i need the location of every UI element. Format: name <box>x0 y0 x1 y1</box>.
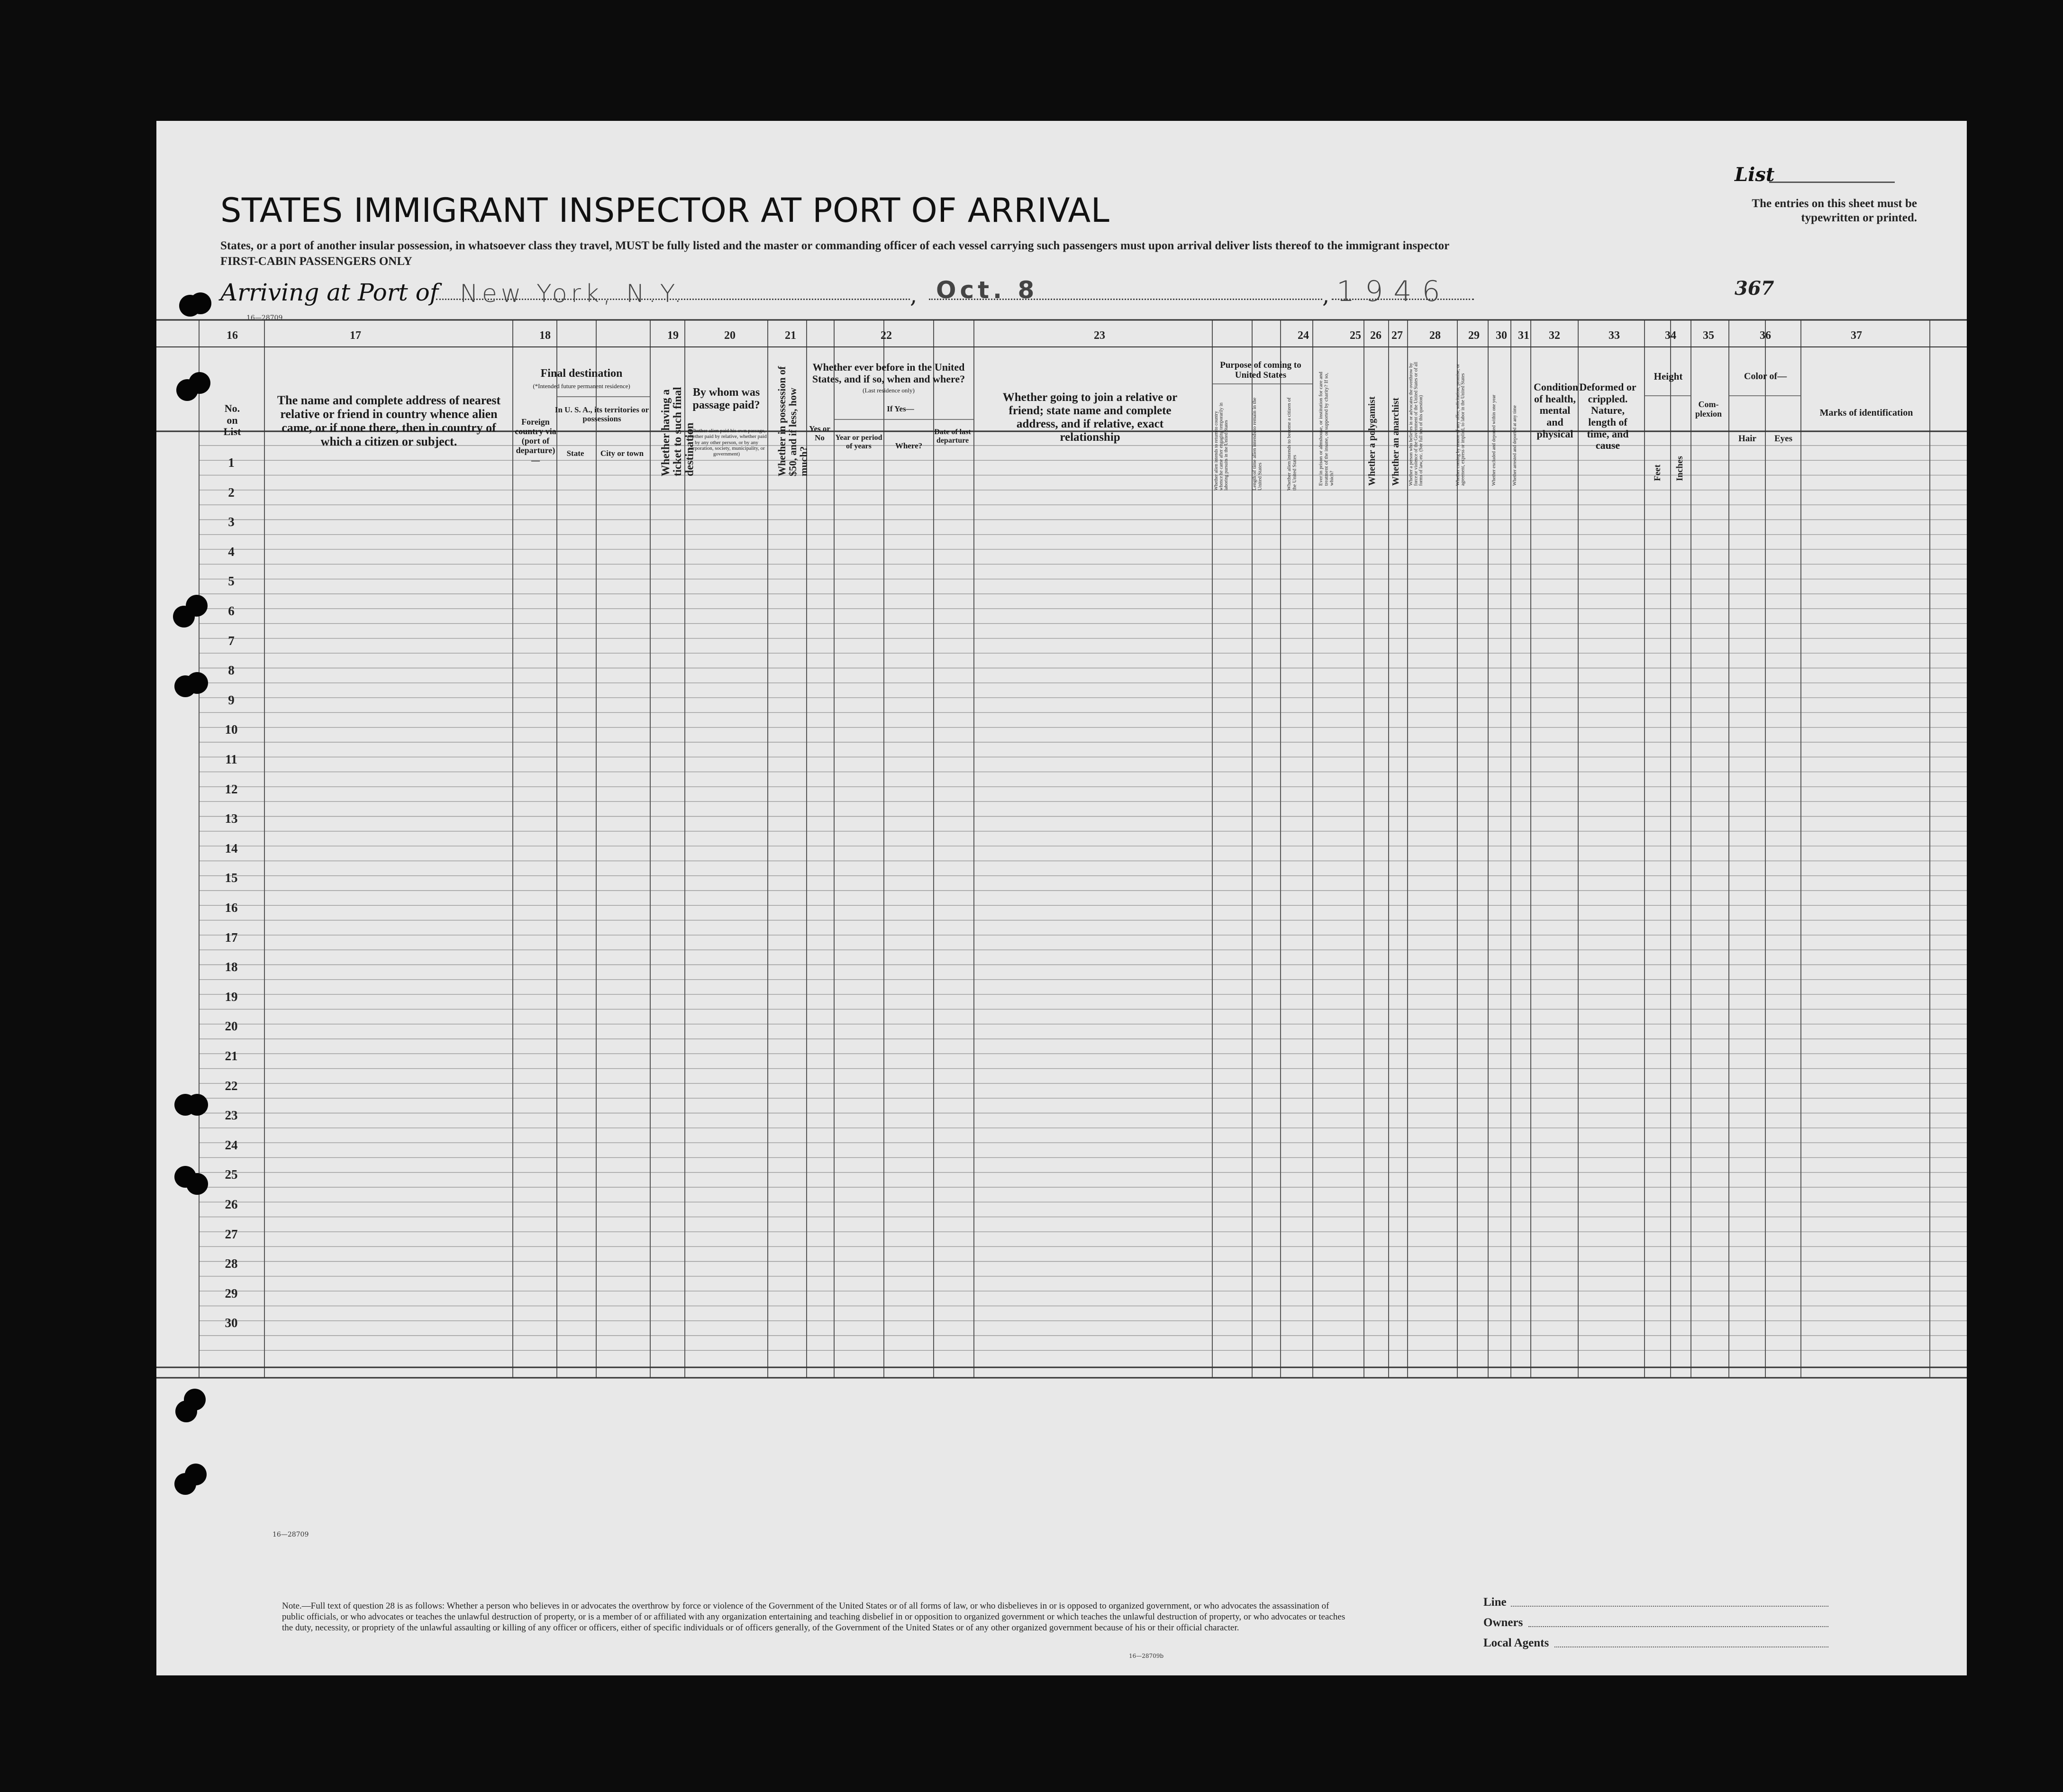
footnote-form-code: 16—28709b <box>1129 1653 1164 1659</box>
header-labor-offer: Whether coming by reason of any offer, solicitation, promise, or agreement, express or implied, to labor in the United States <box>1455 364 1466 486</box>
row-number: 11 <box>225 752 237 766</box>
header-ticket: Whether having a ticket to such final destination <box>660 387 696 476</box>
header-ever-before: Whether ever before in the United States, and if so, when and where? <box>812 361 965 385</box>
footnote-question-28: Note.—Full text of question 28 is as follows: Whether a person who believes in or advocates the overthrow by force or violence of the Government of the United States or of all forms of law, or who disbelieves in or is opposed to organized government, or who advocates the assassination of public officials, or who advocates or teaches the unlawful destruction of property, or is a member of or affiliated with any organization entertaining and teaching disbelief in or opposition to organized government or which teaches the unlawful destruction of property, or who advocates or teaches the duty, necessity, or propriety of the unlawful assaulting or killing of any officer or officers, either of specific individuals or of officers generally, of the Government of the United States or of any other organized government because of his or their official character. <box>282 1601 1345 1633</box>
form-code: 16—28709 <box>246 314 283 322</box>
comma-separator: , <box>910 282 918 309</box>
header-deformed: Deformed or crippled. Nature, length of time, and cause <box>1579 381 1636 452</box>
row-number: 25 <box>225 1167 238 1182</box>
row-number: 12 <box>225 782 238 796</box>
form-code-bottom: 16—28709 <box>273 1531 309 1538</box>
port-value: New York, N.Y. <box>460 280 686 308</box>
col-num-19: 19 <box>667 329 679 342</box>
header-if-yes: If Yes— <box>887 404 914 413</box>
row-number: 28 <box>225 1256 238 1271</box>
form-subtitle: States, or a port of another insular possession, in whatsoever class they travel, MUST be fully listed and the master or commanding officer of each vessel carrying such passengers must upon arrival deliver lists thereof to the immigrant inspector <box>220 239 1450 252</box>
row-number: 13 <box>225 811 238 826</box>
col-num-36: 36 <box>1760 329 1771 342</box>
col-num-24: 24 <box>1298 329 1309 342</box>
header-anarchist: Whether an anarchist <box>1390 398 1401 486</box>
row-number: 29 <box>225 1286 238 1301</box>
header-purpose-return: Whether alien intends to return to country whence he came after engaging temporarily in laboring pursuits in the United States <box>1214 402 1229 491</box>
row-number: 5 <box>228 574 235 589</box>
comma-separator: , <box>1322 282 1330 309</box>
col-num-18: 18 <box>539 329 551 342</box>
manifest-sheet <box>156 121 1967 1675</box>
row-number: 26 <box>225 1197 238 1211</box>
header-overthrow: Whether a person who believes in or advocates the overthrow by force or violence of the Government of the United States or of all forms of law, etc. (See full text of this question) <box>1409 362 1424 486</box>
header-purpose-length: Length of time alien intends to remain in the United States <box>1252 397 1263 491</box>
header-on-label: on <box>227 414 238 426</box>
owners-field <box>1528 1626 1828 1627</box>
punch-hole-mark <box>186 1094 208 1116</box>
col-num-29: 29 <box>1468 329 1480 342</box>
header-no-on-list <box>211 403 254 438</box>
header-city: City or town <box>600 449 644 458</box>
header-prison: Ever in prison or almshouse, or institution for care and treatment of the insane, or supported by charity? If so, which? <box>1318 372 1335 486</box>
punch-hole-mark <box>175 1401 197 1422</box>
row-number: 23 <box>225 1108 238 1123</box>
header-nearest-relative: The name and complete address of nearest relative or friend in country whence alien came, or if none there, then in country of which a citizen or subject. <box>277 393 501 449</box>
header-final-destination-sub: (*Intended future permanent residence) <box>533 382 630 390</box>
row-number: 6 <box>228 604 235 618</box>
header-passage-paid: By whom was passage paid? <box>692 386 760 411</box>
header-hair: Hair <box>1738 434 1756 444</box>
owners-label: Owners <box>1483 1616 1523 1629</box>
row-number: 16 <box>225 901 238 915</box>
col-num-20: 20 <box>724 329 736 342</box>
col-num-16: 16 <box>227 329 238 342</box>
punch-hole-mark <box>186 1173 208 1195</box>
col-num-28: 28 <box>1429 329 1441 342</box>
line-label: Line <box>1483 1596 1507 1609</box>
header-fifty-dollars: Whether in possession of $50, and if less, how much? <box>776 366 810 476</box>
header-foreign-country: Foreign country via (port of departure)— <box>515 417 556 465</box>
header-arrested: Whether arrested and deported at any time <box>1512 405 1518 486</box>
year-value: 1946 <box>1336 275 1451 308</box>
punch-hole-mark <box>174 1473 196 1495</box>
col-num-33: 33 <box>1609 329 1620 342</box>
col-num-34: 34 <box>1665 329 1676 342</box>
punch-hole-mark <box>190 292 211 314</box>
row-number: 4 <box>228 544 235 559</box>
row-number: 10 <box>225 722 238 737</box>
punch-hole-mark <box>186 595 208 617</box>
col-num-31: 31 <box>1518 329 1529 342</box>
col-num-17: 17 <box>350 329 361 342</box>
list-number: 367 <box>1735 277 1774 300</box>
header-period: Year or period of years <box>835 434 882 450</box>
col-num-22: 22 <box>881 329 892 342</box>
header-going-to-join: Whether going to join a relative or friend; state name and complete address, and if relative, exact relationship <box>1002 391 1178 444</box>
header-complexion: Com-plexion <box>1695 400 1722 419</box>
row-number: 15 <box>225 871 238 885</box>
row-number: 22 <box>225 1078 238 1093</box>
header-feet: Feet <box>1653 464 1663 481</box>
row-number: 8 <box>228 663 235 678</box>
col-num-37: 37 <box>1851 329 1862 342</box>
header-purpose: Purpose of coming to United States <box>1220 360 1301 381</box>
punch-hole-mark <box>189 372 210 394</box>
line-field <box>1511 1606 1828 1607</box>
header-height: Height <box>1654 371 1683 382</box>
row-number: 9 <box>228 692 235 707</box>
manifest-grid <box>156 121 1967 1675</box>
header-where: Where? <box>895 441 923 450</box>
local-agents-label: Local Agents <box>1483 1637 1549 1649</box>
header-date-departure: Date of last departure <box>934 428 971 445</box>
arriving-label: Arriving at Port of <box>220 279 439 306</box>
header-polygamist: Whether a polygamist <box>1367 396 1377 486</box>
col-num-21: 21 <box>785 329 796 342</box>
header-color-of: Color of— <box>1744 371 1787 382</box>
header-eyes: Eyes <box>1774 434 1792 444</box>
passenger-class: FIRST-CABIN PASSENGERS ONLY <box>220 255 412 268</box>
row-number: 24 <box>225 1137 238 1152</box>
header-in-usa: In U. S. A., its territories or possessions <box>554 405 649 424</box>
col-num-30: 30 <box>1496 329 1507 342</box>
row-number: 27 <box>225 1227 238 1241</box>
col-num-26: 26 <box>1370 329 1381 342</box>
list-label: List <box>1735 164 1775 186</box>
header-state: State <box>566 449 584 458</box>
form-title: STATES IMMIGRANT INSPECTOR AT PORT OF ARRIVAL <box>220 191 1110 230</box>
punch-hole-mark <box>186 672 208 694</box>
header-passage-paid-sub: (Whether alien paid his own passage, whether paid by relative, whether paid by any other person, or by any corporation, society, municipality, or government) <box>686 428 767 457</box>
row-number: 1 <box>228 455 235 470</box>
row-number: 30 <box>225 1316 238 1330</box>
header-list-label: List <box>223 426 241 438</box>
header-excluded: Whether excluded and deported within one year <box>1491 394 1497 486</box>
row-number: 7 <box>228 633 235 648</box>
row-number: 21 <box>225 1049 238 1063</box>
col-num-23: 23 <box>1094 329 1105 342</box>
row-number: 2 <box>228 485 235 500</box>
row-number: 20 <box>225 1019 238 1034</box>
row-number: 17 <box>225 930 238 945</box>
col-num-32: 32 <box>1549 329 1560 342</box>
header-identification: Marks of identification <box>1819 408 1913 418</box>
header-inches: Inches <box>1675 456 1685 481</box>
col-num-27: 27 <box>1391 329 1403 342</box>
header-ever-before-sub: (Last residence only) <box>863 387 915 394</box>
header-purpose-citizen: Whether alien intends to become a citizen of the United States <box>1286 397 1298 491</box>
header-yes-no: Yes or No <box>809 424 830 443</box>
col-num-35: 35 <box>1703 329 1714 342</box>
header-health: Condition of health, mental and physical <box>1534 381 1579 440</box>
row-number: 14 <box>225 841 238 855</box>
row-number: 18 <box>225 960 238 974</box>
header-no-label: No. <box>224 402 240 414</box>
header-final-destination: Final destination <box>540 367 623 380</box>
row-number: 3 <box>228 515 235 529</box>
date-value: Oct. 8 <box>936 276 1038 304</box>
col-num-25: 25 <box>1350 329 1361 342</box>
row-number: 19 <box>225 989 238 1004</box>
local-agents-field <box>1554 1646 1828 1647</box>
entries-note: The entries on this sheet must be typewritten or printed. <box>1752 197 1917 224</box>
